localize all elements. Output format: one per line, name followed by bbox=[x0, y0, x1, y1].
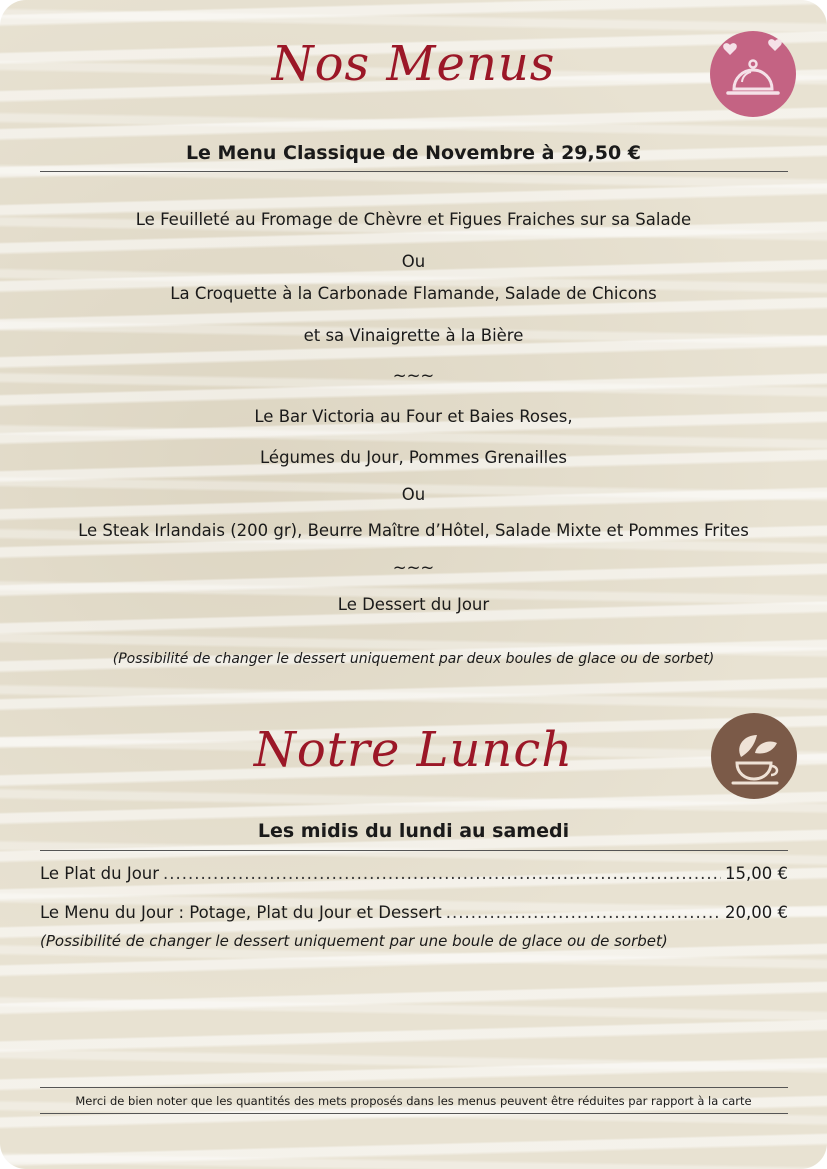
divider bbox=[40, 1113, 788, 1114]
divider bbox=[40, 1087, 788, 1088]
menu-separator: ~~~ bbox=[392, 558, 435, 577]
cloche-icon bbox=[710, 31, 796, 117]
menu-line: Légumes du Jour, Pommes Grenailles bbox=[260, 448, 567, 467]
item-label: Le Plat du Jour bbox=[40, 864, 160, 883]
lunch-subtitle: Les midis du lundi au samedi bbox=[257, 820, 570, 842]
menu-line: Le Feuilleté au Fromage de Chèvre et Figues Fraiches sur sa Salade bbox=[135, 210, 692, 229]
price-row bbox=[40, 903, 788, 922]
menu-line: Ou bbox=[401, 252, 426, 271]
dot-leader bbox=[446, 903, 721, 922]
price-row bbox=[40, 864, 788, 883]
divider bbox=[40, 850, 788, 851]
menu-line: Le Steak Irlandais (200 gr), Beurre Maître d’Hôtel, Salade Mixte et Pommes Frites bbox=[78, 521, 749, 540]
item-label: Le Menu du Jour : Potage, Plat du Jour et Dessert bbox=[40, 903, 442, 922]
menu-line: Ou bbox=[401, 485, 426, 504]
divider bbox=[40, 171, 788, 172]
menu-line: Le Bar Victoria au Four et Baies Roses, bbox=[254, 407, 573, 426]
menu-line: et sa Vinaigrette à la Bière bbox=[303, 326, 524, 345]
menu-line: La Croquette à la Carbonade Flamande, Salade de Chicons bbox=[170, 284, 657, 303]
menus-title: Nos Menus bbox=[271, 36, 556, 92]
lunch-note: (Possibilité de changer le dessert uniquement par une boule de glace ou de sorbet) bbox=[40, 932, 668, 950]
menu-line: Le Dessert du Jour bbox=[337, 595, 490, 614]
lunch-title: Notre Lunch bbox=[253, 722, 574, 778]
teacup-icon bbox=[711, 713, 797, 799]
footer-note: Merci de bien noter que les quantités des mets proposés dans les menus peuvent être réduites par rapport à la carte bbox=[75, 1094, 752, 1108]
dot-leader bbox=[163, 864, 721, 883]
menu-separator: ~~~ bbox=[392, 366, 435, 385]
item-price: 15,00 € bbox=[725, 864, 788, 883]
classic-menu-title: Le Menu Classique de Novembre à 29,50 € bbox=[185, 142, 642, 164]
dessert-note: (Possibilité de changer le dessert uniquement par deux boules de glace ou de sorbet) bbox=[112, 651, 715, 667]
item-price: 20,00 € bbox=[725, 903, 788, 922]
